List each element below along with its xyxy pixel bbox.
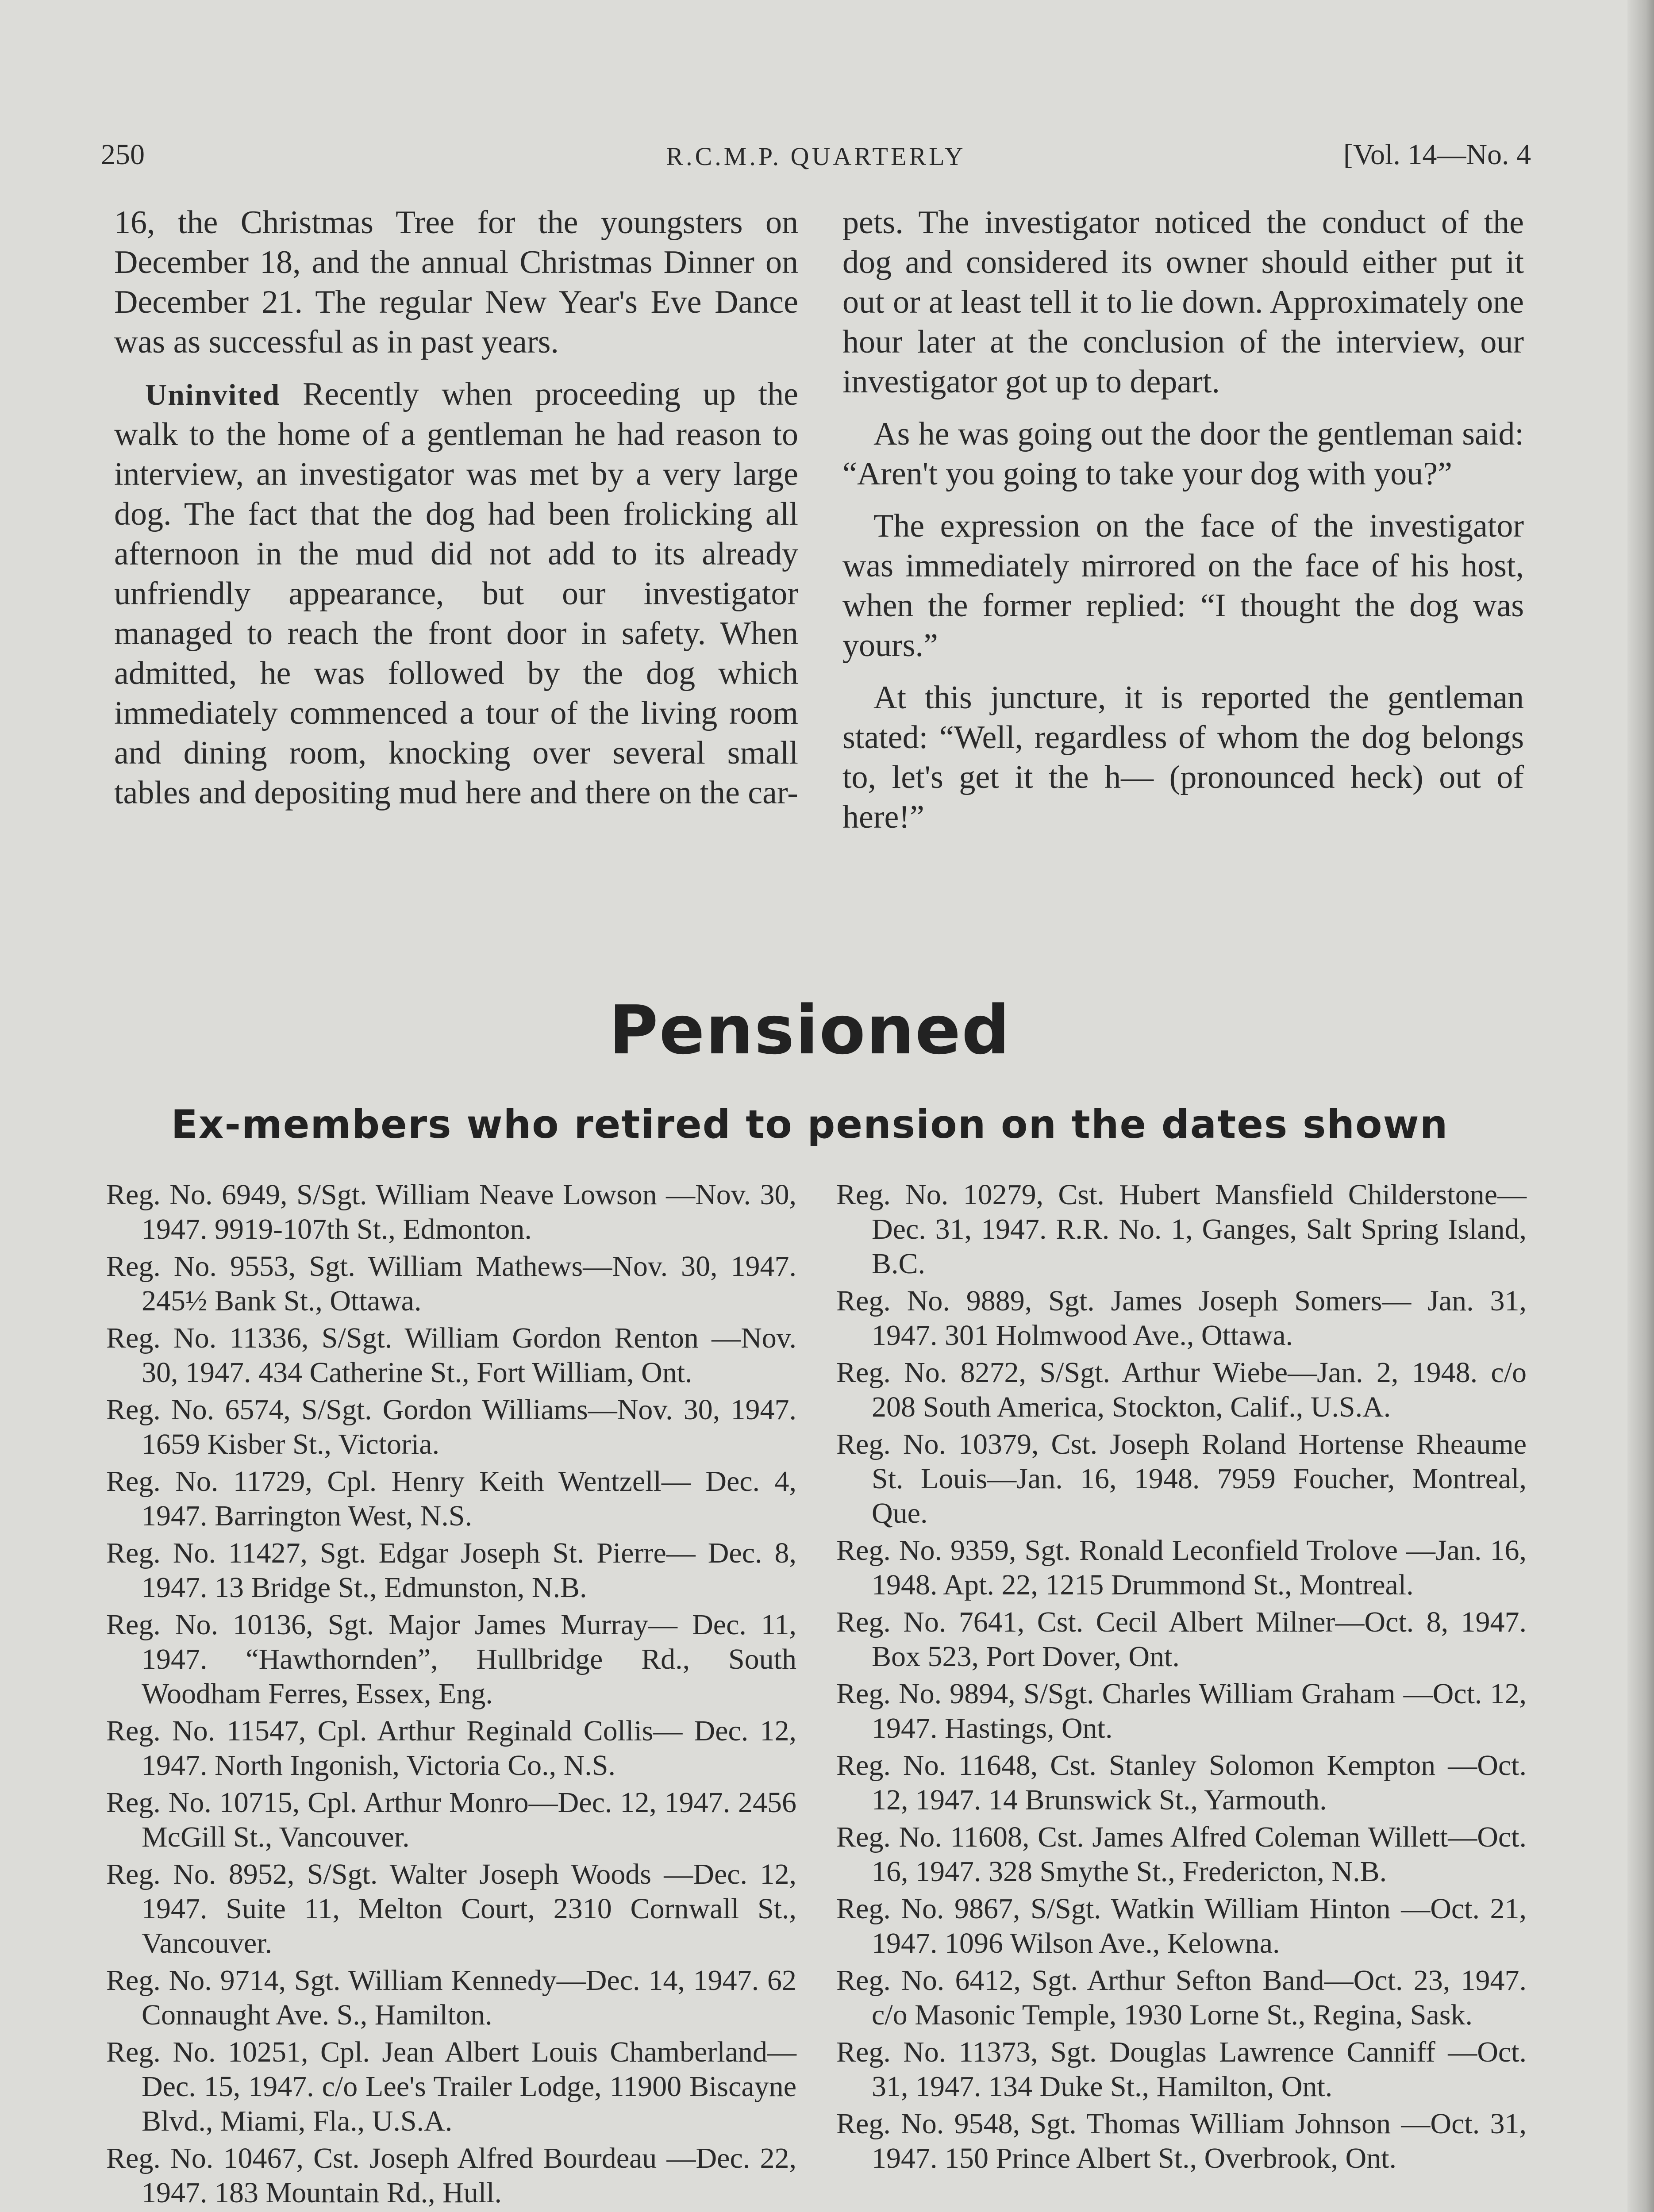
pension-entry: Reg. No. 11648, Cst. Stanley Solomon Kempton —Oct. 12, 1947. 14 Brunswick St., Yarmouth. <box>836 1749 1527 1816</box>
pension-entry: Reg. No. 6412, Sgt. Arthur Sefton Band—Oct. 23, 1947. c/o Masonic Temple, 1930 Lorne St., Regina, Sask. <box>836 1964 1527 2031</box>
pension-entry: Reg. No. 11373, Sgt. Douglas Lawrence Canniff —Oct. 31, 1947. 134 Duke St., Hamilton, Ont. <box>836 2036 1527 2103</box>
pension-entry: Reg. No. 11608, Cst. James Alfred Coleman Willett—Oct. 16, 1947. 328 Smythe St., Fredericton, N.B. <box>836 1821 1527 1888</box>
pension-entry: Reg. No. 9867, S/Sgt. Watkin William Hinton —Oct. 21, 1947. 1096 Wilson Ave., Kelowna. <box>836 1893 1527 1959</box>
page-edge-shadow <box>1627 0 1654 2212</box>
section-lead-uninvited: Uninvited <box>145 378 281 411</box>
pension-list-right <box>836 1178 1527 2178</box>
pension-entry: Reg. No. 8952, S/Sgt. Walter Joseph Woods —Dec. 12, 1947. Suite 11, Melton Court, 2310 Cornwall St., Vancouver. <box>106 1858 796 1959</box>
pension-entry: Reg. No. 9359, Sgt. Ronald Leconfield Trolove —Jan. 16, 1948. Apt. 22, 1215 Drummond St., Montreal. <box>836 1534 1527 1601</box>
article-column-right <box>842 203 1524 849</box>
pension-entry: Reg. No. 9889, Sgt. James Joseph Somers— Jan. 31, 1947. 301 Holmwood Ave., Ottawa. <box>836 1285 1527 1352</box>
running-header <box>101 138 1531 182</box>
pension-entry: Reg. No. 9553, Sgt. William Mathews—Nov. 30, 1947. 245½ Bank St., Ottawa. <box>106 1250 796 1317</box>
pension-entry: Reg. No. 8272, S/Sgt. Arthur Wiebe—Jan. 2, 1948. c/o 208 South America, Stockton, Calif., U.S.A. <box>836 1356 1527 1423</box>
section-subtitle: Ex-members who retired to pension on the dates shown <box>171 1102 1449 1147</box>
pension-entry: Reg. No. 6574, S/Sgt. Gordon Williams—Nov. 30, 1947. 1659 Kisber St., Victoria. <box>106 1394 796 1460</box>
pension-entry: Reg. No. 10279, Cst. Hubert Mansfield Childerstone—Dec. 31, 1947. R.R. No. 1, Ganges, Salt Spring Island, B.C. <box>836 1179 1527 1280</box>
article-paragraph: At this juncture, it is reported the gentleman stated: “Well, regardless of whom the dog belongs to, let's get it the h— (pronounced heck) out of here!” <box>842 680 1524 835</box>
paragraph-text: Recently when proceeding up the walk to the home of a gentleman he had reason to interview, an investigator was met by a very large dog. The fact that the dog had been frolicking all afternoon in the mud did not add to its already unfriendly appearance, but our investigator managed to reach the front door in safety. When admitted, he was followed by the dog which immediately commenced a tour of the living room and dining room, knocking over several small tables and depositing mud here and there on the car- <box>114 376 798 811</box>
pension-entry: Reg. No. 11336, S/Sgt. William Gordon Renton —Nov. 30, 1947. 434 Catherine St., Fort William, Ont. <box>106 1322 796 1389</box>
pension-entry: Reg. No. 9714, Sgt. William Kennedy—Dec. 14, 1947. 62 Connaught Ave. S., Hamilton. <box>106 1964 796 2031</box>
pension-entry: Reg. No. 10715, Cpl. Arthur Monro—Dec. 12, 1947. 2456 McGill St., Vancouver. <box>106 1786 796 1853</box>
pension-entry: Reg. No. 10379, Cst. Joseph Roland Hortense Rheaume St. Louis—Jan. 16, 1948. 7959 Foucher, Montreal, Que. <box>836 1428 1527 1529</box>
article-paragraph: pets. The investigator noticed the conduct of the dog and considered its owner should either put it out or at least tell it to lie down. Approximately one hour later at the conclusion of the interview, our investigator got up to depart. <box>842 204 1524 400</box>
pension-entry: Reg. No. 9894, S/Sgt. Charles William Graham —Oct. 12, 1947. Hastings, Ont. <box>836 1678 1527 1744</box>
pension-entry: Reg. No. 6949, S/Sgt. William Neave Lowson —Nov. 30, 1947. 9919-107th St., Edmonton. <box>106 1179 796 1245</box>
journal-title: R.C.M.P. QUARTERLY <box>666 142 966 171</box>
article-paragraph: The expression on the face of the investigator was immediately mirrored on the face of his host, when the former replied: “I thought the dog was yours.” <box>842 508 1524 664</box>
page-number: 250 <box>101 138 145 171</box>
article-paragraph: As he was going out the door the gentleman said: “Aren't you going to take your dog with you?” <box>842 416 1524 492</box>
article-paragraph: 16, the Christmas Tree for the youngsters on December 18, and the annual Christmas Dinner on December 21. The regular New Year's Eve Dance was as successful as in past years. <box>114 204 798 360</box>
section-title-pensioned: Pensioned <box>609 991 1011 1069</box>
pension-entry: Reg. No. 10136, Sgt. Major James Murray— Dec. 11, 1947. “Hawthornden”, Hullbridge Rd., South Woodham Ferres, Essex, Eng. <box>106 1609 796 1710</box>
pension-entry: Reg. No. 11427, Sgt. Edgar Joseph St. Pierre— Dec. 8, 1947. 13 Bridge St., Edmunston, N.B. <box>106 1537 796 1604</box>
pension-entry: Reg. No. 11547, Cpl. Arthur Reginald Collis— Dec. 12, 1947. North Ingonish, Victoria Co., N.S. <box>106 1715 796 1782</box>
pension-list-left <box>106 1178 796 2212</box>
pension-entry: Reg. No. 9548, Sgt. Thomas William Johnson —Oct. 31, 1947. 150 Prince Albert St., Overbrook, Ont. <box>836 2108 1527 2174</box>
pension-entry: Reg. No. 10251, Cpl. Jean Albert Louis Chamberland—Dec. 15, 1947. c/o Lee's Trailer Lodge, 11900 Biscayne Blvd., Miami, Fla., U.S.A. <box>106 2036 796 2137</box>
pension-entry: Reg. No. 11729, Cpl. Henry Keith Wentzell— Dec. 4, 1947. Barrington West, N.S. <box>106 1465 796 1532</box>
pension-entry: Reg. No. 10467, Cst. Joseph Alfred Bourdeau —Dec. 22, 1947. 183 Mountain Rd., Hull. <box>106 2142 796 2209</box>
pension-entry: Reg. No. 7641, Cst. Cecil Albert Milner—Oct. 8, 1947. Box 523, Port Dover, Ont. <box>836 1606 1527 1673</box>
article-paragraph-uninvited <box>114 374 798 813</box>
volume-info: [Vol. 14—No. 4 <box>1343 138 1531 171</box>
article-column-left <box>114 203 798 825</box>
